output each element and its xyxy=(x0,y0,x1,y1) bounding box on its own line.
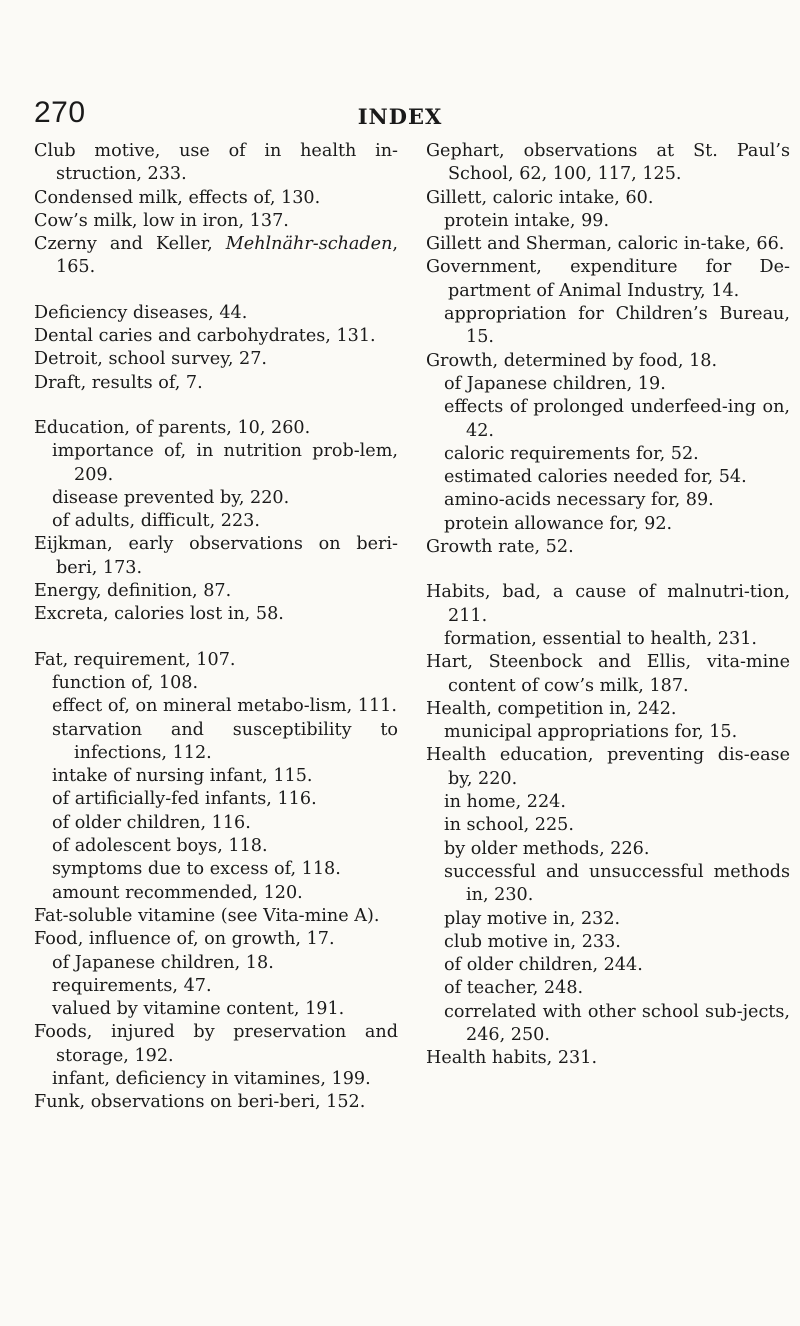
page-number: 270 xyxy=(34,96,86,129)
index-entry: Czerny and Keller, Mehlnähr-schaden, 165. xyxy=(34,234,398,278)
index-entry: Fat-soluble vitamine (see Vita-mine A). xyxy=(34,905,380,926)
index-entry: Health education, preventing dis-ease by, 220. xyxy=(426,745,790,789)
index-entry: Government, expenditure for De-partment of Animal Industry, 14. xyxy=(426,257,790,301)
index-entry: Education, of parents, 10, 260. xyxy=(34,417,311,438)
index-entry: Health, competition in, 242. xyxy=(426,698,677,719)
index-subentry: caloric requirements for, 52. xyxy=(444,443,699,464)
index-subentry: of Japanese children, 19. xyxy=(444,373,666,394)
index-subentry: function of, 108. xyxy=(52,672,199,693)
index-subentry: club motive in, 233. xyxy=(444,931,621,952)
index-subentry: of artificially-fed infants, 116. xyxy=(52,789,317,810)
index-subentry: successful and unsuccessful methods in, 230. xyxy=(444,861,790,906)
index-subentry: of adolescent boys, 118. xyxy=(52,836,268,857)
section-gap xyxy=(426,559,790,581)
index-entry: Detroit, school survey, 27. xyxy=(34,349,267,370)
index-subentry: effects of prolonged underfeed-ing on, 42. xyxy=(444,397,790,441)
index-subentry: correlated with other school sub-jects, 246, 250. xyxy=(444,1001,790,1045)
section-gap xyxy=(34,627,398,649)
index-subentry: importance of, in nutrition prob-lem, 209. xyxy=(52,441,398,485)
index-entry: Draft, results of, 7. xyxy=(34,372,203,393)
section-gap xyxy=(34,395,398,417)
index-entry: Gephart, observations at St. Paul’s School, 62, 100, 117, 125. xyxy=(426,141,790,185)
index-subentry: in home, 224. xyxy=(444,792,566,813)
index-subentry: protein intake, 99. xyxy=(444,210,610,231)
index-subentry: intake of nursing infant, 115. xyxy=(52,766,313,787)
page-header xyxy=(34,96,766,136)
italic-term: Mehlnähr-schaden xyxy=(225,234,393,255)
index-entry: Habits, bad, a cause of malnutri-tion, 211. xyxy=(426,582,790,626)
index-subentry: municipal appropriations for, 15. xyxy=(444,722,738,743)
page-title: INDEX xyxy=(357,104,443,129)
index-entry: Growth rate, 52. xyxy=(426,537,574,558)
index-entry: Health habits, 231. xyxy=(426,1048,598,1069)
index-entry: Eijkman, early observations on beri-beri, 173. xyxy=(34,534,398,578)
index-subentry: amino-acids necessary for, 89. xyxy=(444,490,714,511)
index-column-right xyxy=(426,140,790,1071)
index-subentry: valued by vitamine content, 191. xyxy=(52,999,345,1020)
index-entry: Foods, injured by preservation and storage, 192. xyxy=(34,1022,398,1066)
index-entry: Fat, requirement, 107. xyxy=(34,649,236,670)
index-subentry: in school, 225. xyxy=(444,815,574,836)
index-subentry: disease prevented by, 220. xyxy=(52,487,290,508)
index-subentry: infant, deficiency in vitamines, 199. xyxy=(52,1068,371,1089)
index-subentry: symptoms due to excess of, 118. xyxy=(52,859,341,880)
index-entry: Growth, determined by food, 18. xyxy=(426,350,718,371)
index-entry: Excreta, calories lost in, 58. xyxy=(34,604,284,625)
index-entry: Funk, observations on beri-beri, 152. xyxy=(34,1092,366,1113)
index-subentry: of adults, difficult, 223. xyxy=(52,511,260,532)
index-subentry: requirements, 47. xyxy=(52,975,212,996)
index-subentry: appropriation for Children’s Bureau, 15. xyxy=(444,304,790,348)
index-entry: Gillett and Sherman, caloric in-take, 66. xyxy=(426,234,785,255)
index-subentry: effect of, on mineral metabo-lism, 111. xyxy=(52,696,397,717)
index-entry: Gillett, caloric intake, 60. xyxy=(426,187,654,208)
index-entry: Energy, definition, 87. xyxy=(34,581,232,602)
index-subentry: starvation and susceptibility to infections, 112. xyxy=(52,719,398,763)
index-entry: Food, influence of, on growth, 17. xyxy=(34,929,335,950)
index-entry: Club motive, use of in health in-struction, 233. xyxy=(34,141,398,185)
section-gap xyxy=(34,280,398,302)
index-entry: Dental caries and carbohydrates, 131. xyxy=(34,326,376,347)
index-subentry: of Japanese children, 18. xyxy=(52,952,274,973)
index-column-left xyxy=(34,140,398,1115)
index-subentry: by older methods, 226. xyxy=(444,838,650,859)
index-entry: Cow’s milk, low in iron, 137. xyxy=(34,210,289,231)
index-subentry: of older children, 244. xyxy=(444,955,643,976)
index-subentry: estimated calories needed for, 54. xyxy=(444,467,747,488)
index-subentry: protein allowance for, 92. xyxy=(444,513,673,534)
index-subentry: of teacher, 248. xyxy=(444,978,584,999)
index-subentry: of older children, 116. xyxy=(52,812,251,833)
index-entry: Deficiency diseases, 44. xyxy=(34,302,248,323)
index-subentry: play motive in, 232. xyxy=(444,908,621,929)
index-entry: Hart, Steenbock and Ellis, vita-mine content of cow’s milk, 187. xyxy=(426,652,790,696)
index-entry: Condensed milk, effects of, 130. xyxy=(34,187,321,208)
index-subentry: amount recommended, 120. xyxy=(52,882,303,903)
index-subentry: formation, essential to health, 231. xyxy=(444,628,757,649)
